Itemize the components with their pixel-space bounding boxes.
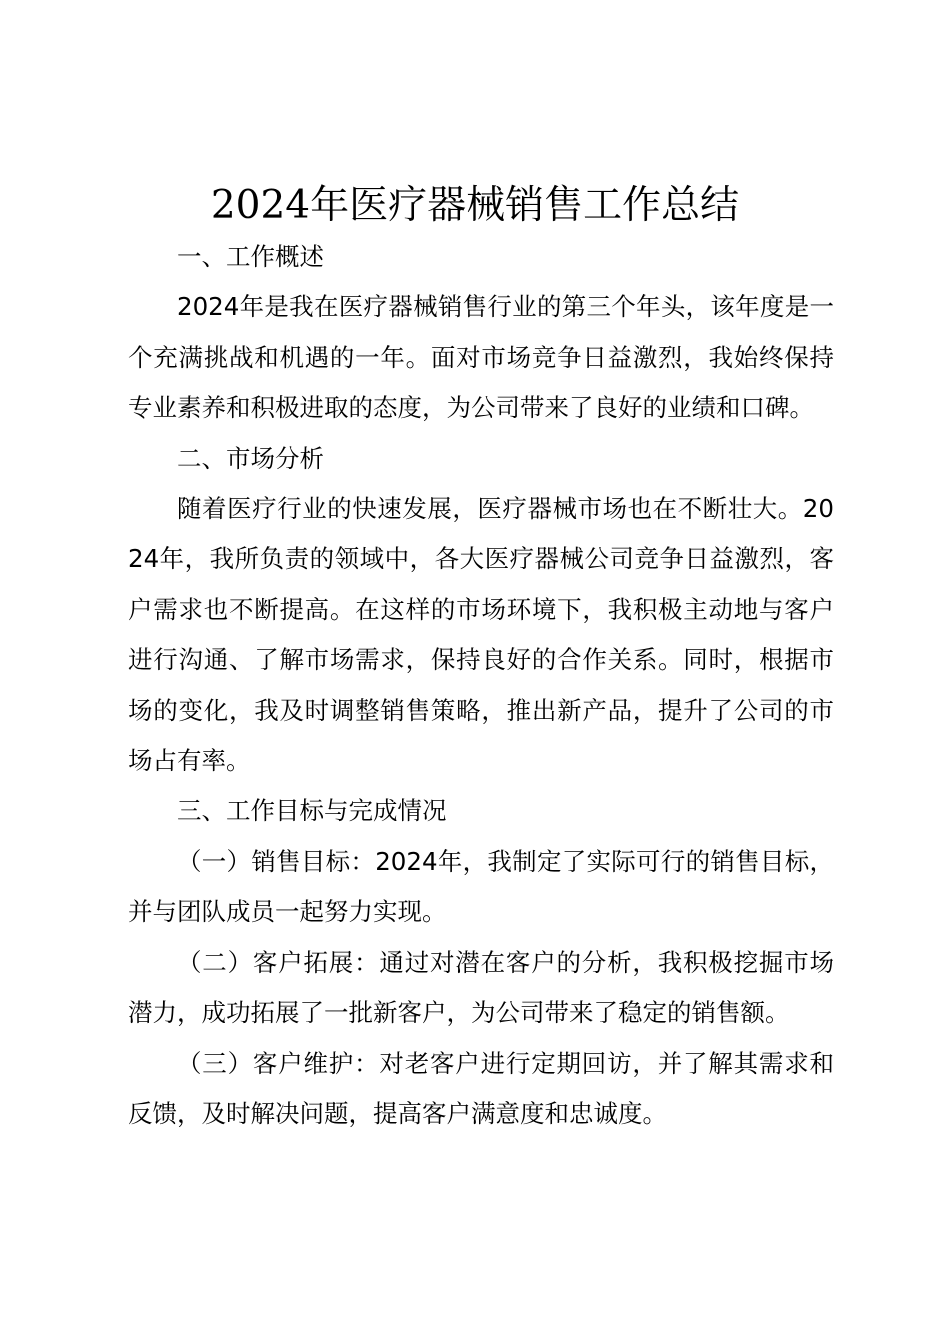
section-heading-goals: 三、工作目标与完成情况 bbox=[177, 796, 447, 826]
paragraph-overview: 2024年是我在医疗器械销售行业的第三个年头，该年度是一个充满挑战和机遇的一年。面对市场竞争日益激烈，我始终保持专业素养和积极进取的态度，为公司带来了良好的业绩和口碑。 bbox=[128, 292, 834, 423]
section-heading-overview: 一、工作概述 bbox=[177, 242, 324, 271]
paragraph-customer-maintenance: （三）客户维护：对老客户进行定期回访，并了解其需求和反馈，及时解决问题，提高客户满意度和忠诚度。 bbox=[128, 1048, 834, 1128]
paragraph-sales-goal: （一）销售目标：2024年，我制定了实际可行的销售目标，并与团队成员一起努力实现。 bbox=[128, 846, 834, 927]
section-heading-market-analysis: 二、市场分析 bbox=[177, 443, 324, 473]
paragraph-customer-expansion: （二）客户拓展：通过对潜在客户的分析，我积极挖掘市场潜力，成功拓展了一批新客户，为公司带来了稳定的销售额。 bbox=[128, 947, 834, 1028]
document-body bbox=[128, 232, 834, 1139]
paragraph-market-analysis: 随着医疗行业的快速发展，医疗器械市场也在不断壮大。2024年，我所负责的领域中，各大医疗器械公司竞争日益激烈，客户需求也不断提高。在这样的市场环境下，我积极主动地与客户进行沟通、了解市场需求，保持良好的合作关系。同时，根据市场的变化，我及时调整销售策略，推出新产品，提升了公司的市场占有率。 bbox=[128, 494, 834, 776]
document-title: 2024年医疗器械销售工作总结 bbox=[210, 183, 740, 228]
